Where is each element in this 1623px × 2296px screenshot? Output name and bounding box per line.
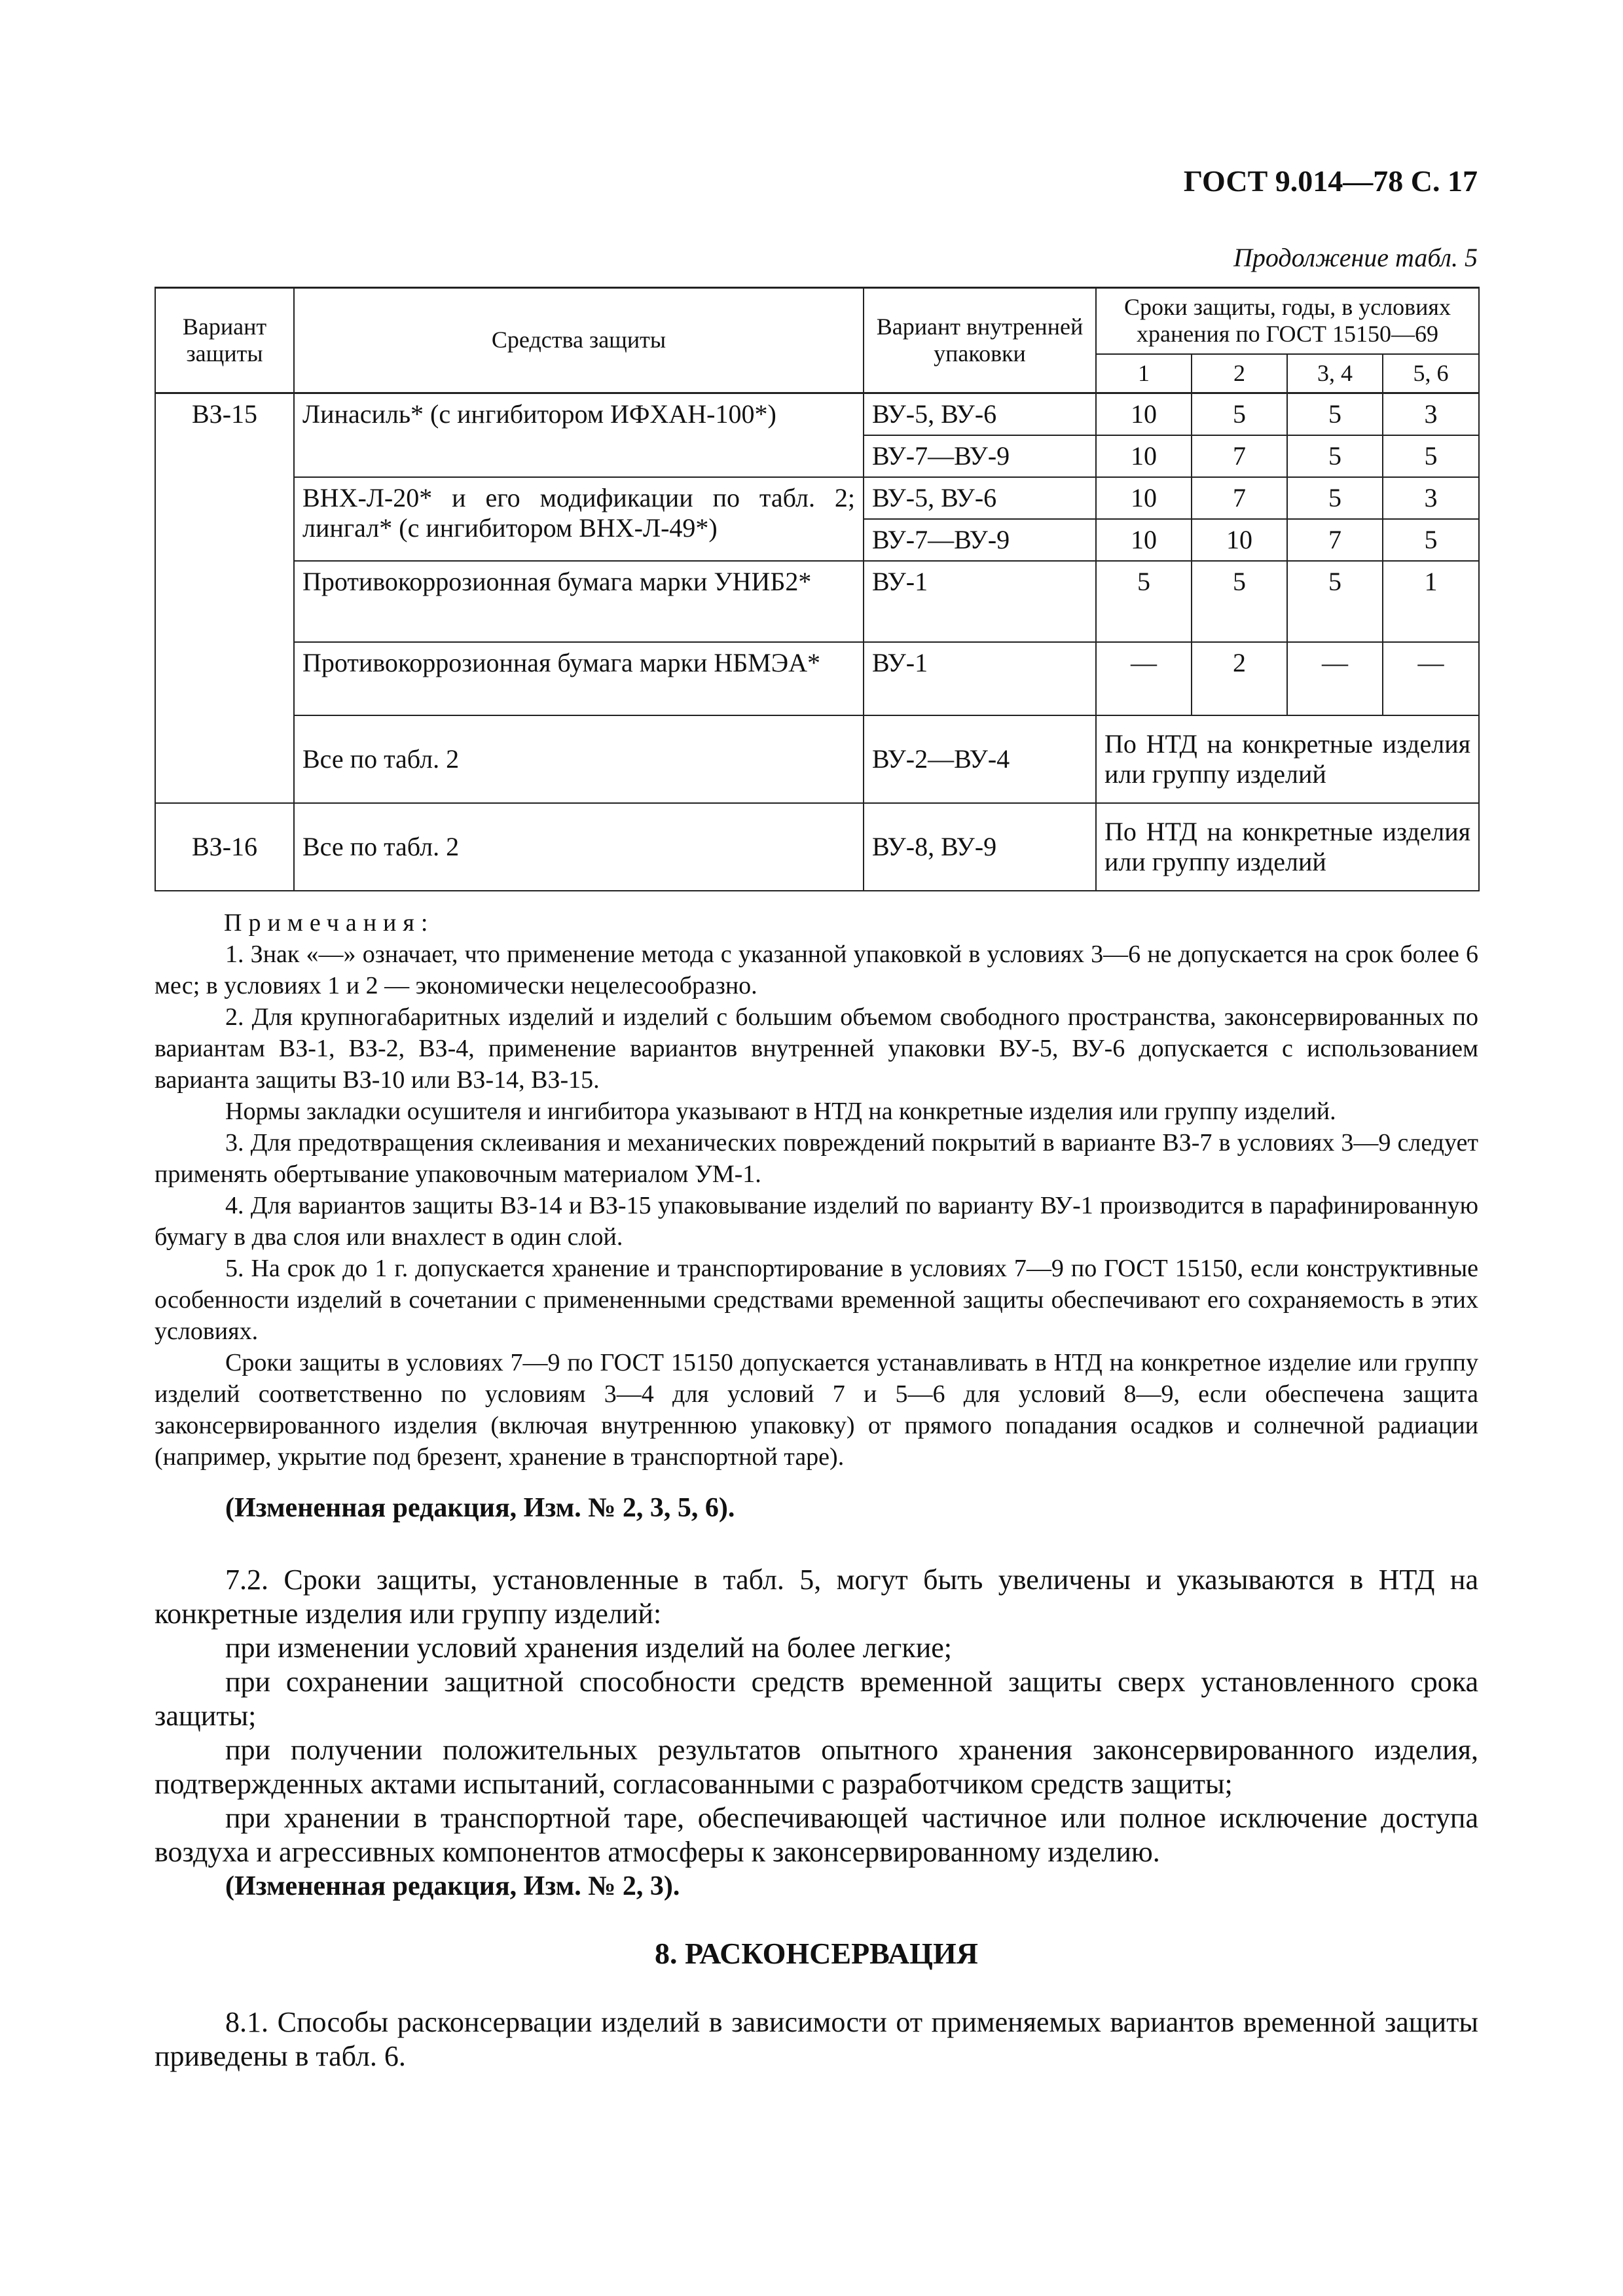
paragraph: при получении положительных результатов опытного хранения законсервированного изделия, подтвержденных актами испытаний, согласованными с разработчиком средств защиты; <box>155 1734 1478 1800</box>
term-cell: 3 <box>1383 477 1479 519</box>
table-row <box>155 393 1479 436</box>
note-item: Нормы закладки осушителя и ингибитора указывают в НТД на конкретные изделия или группу изделий. <box>225 1098 1336 1125</box>
term-cell: 2 <box>1192 642 1287 715</box>
term-cell: 7 <box>1287 519 1383 561</box>
note-item: 2. Для крупногабаритных изделий и изделий с большим объемом свободного пространства, законсервированных по вариантам ВЗ-1, ВЗ-2, ВЗ-4, применение вариантов внутренней упаковки ВУ-5, ВУ-6 допускается с использованием варианта защиты ВЗ-10 или ВЗ-14, ВЗ-15. <box>155 1003 1478 1094</box>
term-cell: — <box>1287 642 1383 715</box>
term-cell: 10 <box>1096 477 1192 519</box>
note-item: 3. Для предотвращения склеивания и механических повреждений покрытий в варианте ВЗ-7 в условиях 3—9 следует применять обертывание упаковочным материалом УМ-1. <box>155 1129 1478 1188</box>
section-8-1 <box>155 2005 1478 2073</box>
paragraph: при сохранении защитной способности средств временной защиты сверх установленного срока защиты; <box>155 1666 1478 1732</box>
pack-cell: ВУ-1 <box>864 561 1096 642</box>
ntd-cell: По НТД на конкретные изделия или группу изделий <box>1096 715 1479 803</box>
means-cell: Противокоррозионная бумага марки НБМЭА* <box>294 642 864 715</box>
table-row <box>155 803 1479 891</box>
means-cell: Все по табл. 2 <box>294 715 864 803</box>
term-cell: 10 <box>1192 519 1287 561</box>
variant-cell: ВЗ-16 <box>155 803 294 891</box>
revision-note: (Измененная редакция, Изм. № 2, 3). <box>225 1871 680 1901</box>
table-row <box>155 561 1479 642</box>
section-title: 8. РАСКОНСЕРВАЦИЯ <box>655 1937 978 1970</box>
term-cell: 3 <box>1383 393 1479 436</box>
note-item: 5. На срок до 1 г. допускается хранение и транспортирование в условиях 7—9 по ГОСТ 15150, если конструктивные особенности изделий в сочетании с примененными средствами временной защиты обеспечивают его сохраняемость в этих условиях. <box>155 1255 1478 1345</box>
paragraph: при изменении условий хранения изделий на более легкие; <box>225 1632 952 1664</box>
means-cell: ВНХ-Л-20* и его модификации по табл. 2; лингал* (с ингибитором ВНХ-Л-49*) <box>294 477 864 561</box>
header-cond-1: 1 <box>1096 354 1192 393</box>
pack-cell: ВУ-7—ВУ-9 <box>864 519 1096 561</box>
header-cond-2: 2 <box>1192 354 1287 393</box>
header-terms: Сроки защиты, годы, в условиях хранения по ГОСТ 15150—69 <box>1096 288 1479 354</box>
note-item: 4. Для вариантов защиты ВЗ-14 и ВЗ-15 упаковывание изделий по варианту ВУ-1 производится в парафинированную бумагу в два слоя или внахлест в один слой. <box>155 1192 1478 1251</box>
table-row <box>155 642 1479 715</box>
pack-cell: ВУ-5, ВУ-6 <box>864 393 1096 436</box>
term-cell: 7 <box>1192 477 1287 519</box>
means-cell: Линасиль* (с ингибитором ИФХАН-100*) <box>294 393 864 478</box>
term-cell: 5 <box>1383 435 1479 477</box>
section-7-2 <box>155 1563 1478 1903</box>
paragraph: 8.1. Способы расконсервации изделий в зависимости от применяемых вариантов временной защиты приведены в табл. 6. <box>155 2006 1478 2072</box>
notes-title: Примечания: <box>224 909 435 937</box>
variant-cell: ВЗ-15 <box>155 393 294 804</box>
note-item: Сроки защиты в условиях 7—9 по ГОСТ 15150 допускается устанавливать в НТД на конкретное изделие или группу изделий соответственно по условиям 3—4 для условий 7 и 5—6 для условий 8—9, если обеспечена защита законсервированного изделия (включая внутреннюю упаковку) от прямого попадания осадков и солнечной радиации (например, укрытие под брезент, хранение в транспортной таре). <box>155 1349 1478 1471</box>
pack-cell: ВУ-5, ВУ-6 <box>864 477 1096 519</box>
header-cond-3-4: 3, 4 <box>1287 354 1383 393</box>
term-cell: 10 <box>1096 519 1192 561</box>
term-cell: — <box>1383 642 1479 715</box>
header-means: Средства защиты <box>294 288 864 393</box>
header-variant: Вариант защиты <box>155 288 294 393</box>
term-cell: 5 <box>1287 393 1383 436</box>
header-cond-5-6: 5, 6 <box>1383 354 1479 393</box>
document-reference: ГОСТ 9.014—78 С. 17 <box>1183 164 1478 198</box>
means-cell: Противокоррозионная бумага марки УНИБ2* <box>294 561 864 642</box>
term-cell: 5 <box>1192 561 1287 642</box>
revision-note: (Измененная редакция, Изм. № 2, 3, 5, 6). <box>225 1493 735 1523</box>
pack-cell: ВУ-7—ВУ-9 <box>864 435 1096 477</box>
table-row <box>155 715 1479 803</box>
term-cell: 5 <box>1383 519 1479 561</box>
table-continuation-label: Продолжение табл. 5 <box>1233 243 1478 272</box>
term-cell: 1 <box>1383 561 1479 642</box>
header-pack: Вариант внутренней упаковки <box>864 288 1096 393</box>
pack-cell: ВУ-1 <box>864 642 1096 715</box>
term-cell: 5 <box>1287 477 1383 519</box>
table-row <box>155 477 1479 519</box>
term-cell: 5 <box>1287 561 1383 642</box>
paragraph: 7.2. Сроки защиты, установленные в табл. 5, могут быть увеличены и указываются в НТД на конкретные изделия или группу изделий: <box>155 1564 1478 1630</box>
ntd-cell: По НТД на конкретные изделия или группу изделий <box>1096 803 1479 891</box>
note-item: 1. Знак «—» означает, что применение метода с указанной упаковкой в условиях 3—6 не допускается на срок более 6 мес; в условиях 1 и 2 — экономически нецелесообразно. <box>155 941 1478 999</box>
term-cell: 10 <box>1096 393 1192 436</box>
means-cell: Все по табл. 2 <box>294 803 864 891</box>
pack-cell: ВУ-8, ВУ-9 <box>864 803 1096 891</box>
term-cell: 10 <box>1096 435 1192 477</box>
protection-table <box>155 287 1480 891</box>
term-cell: 5 <box>1287 435 1383 477</box>
term-cell: 7 <box>1192 435 1287 477</box>
term-cell: — <box>1096 642 1192 715</box>
term-cell: 5 <box>1192 393 1287 436</box>
pack-cell: ВУ-2—ВУ-4 <box>864 715 1096 803</box>
term-cell: 5 <box>1096 561 1192 642</box>
paragraph: при хранении в транспортной таре, обеспечивающей частичное или полное исключение доступа воздуха и агрессивных компонентов атмосферы к законсервированному изделию. <box>155 1802 1478 1868</box>
table-notes <box>155 907 1478 1524</box>
